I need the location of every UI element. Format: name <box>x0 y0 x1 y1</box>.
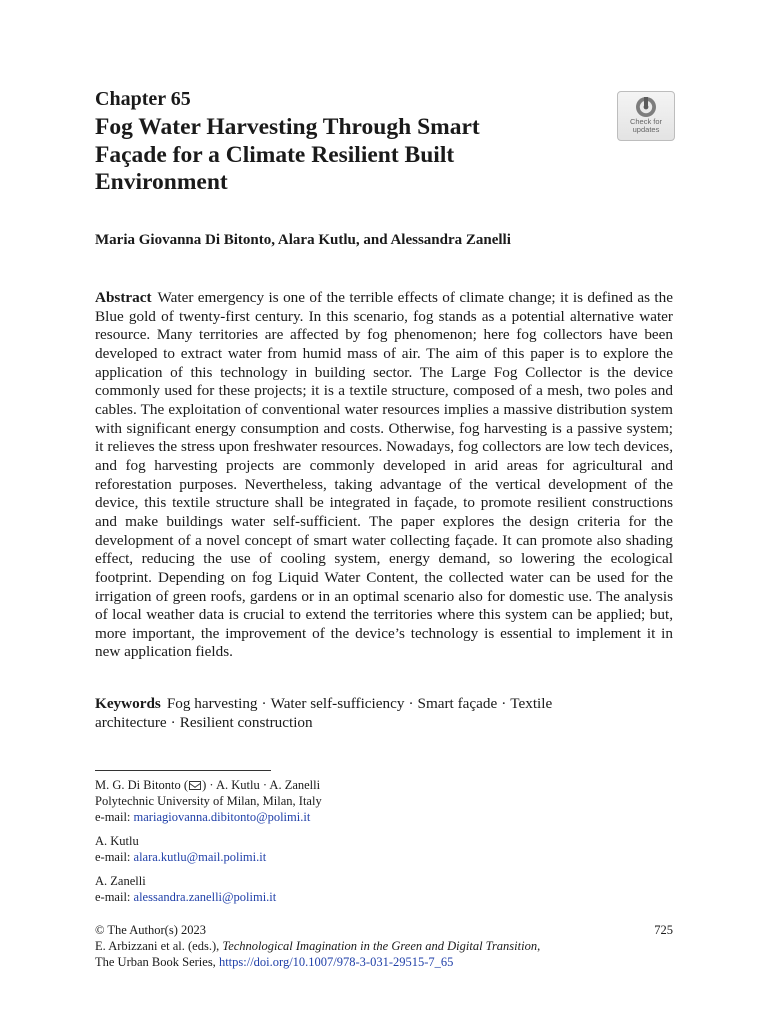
email-link[interactable]: alessandra.zanelli@polimi.it <box>133 890 277 904</box>
doi-link[interactable]: https://doi.org/10.1007/978-3-031-29515-7_65 <box>218 955 454 969</box>
footnote-divider <box>95 770 271 771</box>
keywords <box>95 694 673 732</box>
abstract-text: Water emergency is one of the terrible effects of climate change; it is defined as the Blue gold of twenty-first century. In this scenario, fog stands as a potential alternative water resource. Many territories are affected by fog phenomenon; here fog collectors have been developed to extract water from humid mass of air. The aim of this paper is to explore the application of this technology in building sector. The Large Fog Collector is the device commonly used for these projects; it is a textile structure, composed of a mesh, two poles and cables. The exploitation of conventional water resources implies a massive distribution system with significant energy consumption and costs. Otherwise, fog harvesting is a passive system; it relieves the stress upon freshwater resources. Nowadays, fog collectors are low tech devices, and fog harvesting projects are commonly developed in arid areas for agricultural and reforestation purposes. Nevertheless, taking advantage of the vertical development of the device, this textile structure shall be integrated in façade, to promote resilient constructions and make buildings water self-sufficient. The paper explores the design criteria for the development of a novel concept of smart water collecting façade. It can promote also shading effect, reducing the use of cooling system, energy demand, so lowering the ecological footprint. Depending on fog Liquid Water Content, the collected water can be used for the irrigation of green roofs, gardens or in an optimal scenario also for domestic use. The analysis of local weather data is crucial to extend the territories where this system can be applied; but, more important, the improvement of the device’s technology is essential to implement it in new application fields. <box>95 289 673 661</box>
page-number: 725 <box>654 923 673 937</box>
citation-punctuation: , <box>537 939 541 953</box>
series-name: The Urban Book Series, <box>95 955 219 969</box>
chapter-label: Chapter 65 <box>95 88 191 110</box>
keyword-separator: · <box>170 714 176 731</box>
affiliation-block <box>95 777 322 825</box>
series-line <box>95 954 673 970</box>
chapter-title-line: Façade for a Climate Resilient Built <box>95 141 455 168</box>
affiliation-email-row <box>95 889 276 905</box>
envelope-icon <box>189 781 201 790</box>
chapter-title-line: Fog Water Harvesting Through Smart <box>95 114 480 140</box>
email-label: e-mail: <box>95 850 134 864</box>
copyright: © The Author(s) 2023 <box>95 923 206 937</box>
author-list: Maria Giovanna Di Bitonto, Alara Kutlu, and Alessandra Zanelli <box>95 232 511 248</box>
affiliation-author-text: M. G. Di Bitonto ( <box>95 778 189 792</box>
keywords-label: Keywords <box>95 695 161 712</box>
chapter-title-line: Environment <box>95 169 228 195</box>
abstract-label: Abstract <box>95 289 152 306</box>
affiliation-author-text: ) · A. Kutlu · A. Zanelli <box>202 778 321 792</box>
citation-line <box>95 938 673 954</box>
keyword: Textile architecture <box>95 695 553 731</box>
chapter-title <box>95 114 595 197</box>
editors: E. Arbizzani et al. (eds.), <box>95 939 223 953</box>
email-label: e-mail: <box>95 890 134 904</box>
affiliation-name: A. Zanelli <box>95 874 146 888</box>
keyword-separator: · <box>261 695 267 712</box>
affiliation-name: A. Kutlu <box>95 834 139 848</box>
affiliation-authors <box>95 777 322 793</box>
email-link[interactable]: alara.kutlu@mail.polimi.it <box>133 850 267 864</box>
abstract <box>95 289 673 662</box>
badge-text: Check for <box>629 117 663 126</box>
keyword: Resilient construction <box>179 714 313 731</box>
email-label: e-mail: <box>95 810 134 824</box>
keyword: Water self-sufficiency <box>270 695 405 712</box>
badge-text: updates <box>632 125 660 134</box>
affiliation-email-row <box>95 809 322 825</box>
check-for-updates-icon <box>635 96 657 118</box>
keyword: Smart façade <box>417 695 498 712</box>
affiliation-block <box>95 833 266 865</box>
affiliation-email-row <box>95 849 266 865</box>
keyword-separator: · <box>501 695 507 712</box>
affiliation-block <box>95 873 276 905</box>
keyword: Fog harvesting <box>166 695 258 712</box>
affiliation-institution: Polytechnic University of Milan, Milan, Italy <box>95 794 322 808</box>
page-footer <box>95 922 673 970</box>
book-title: Technological Imagination in the Green and Digital Transition <box>222 939 538 953</box>
check-for-updates-badge[interactable] <box>617 91 675 141</box>
keyword-separator: · <box>408 695 414 712</box>
email-link[interactable]: mariagiovanna.dibitonto@polimi.it <box>133 810 311 824</box>
